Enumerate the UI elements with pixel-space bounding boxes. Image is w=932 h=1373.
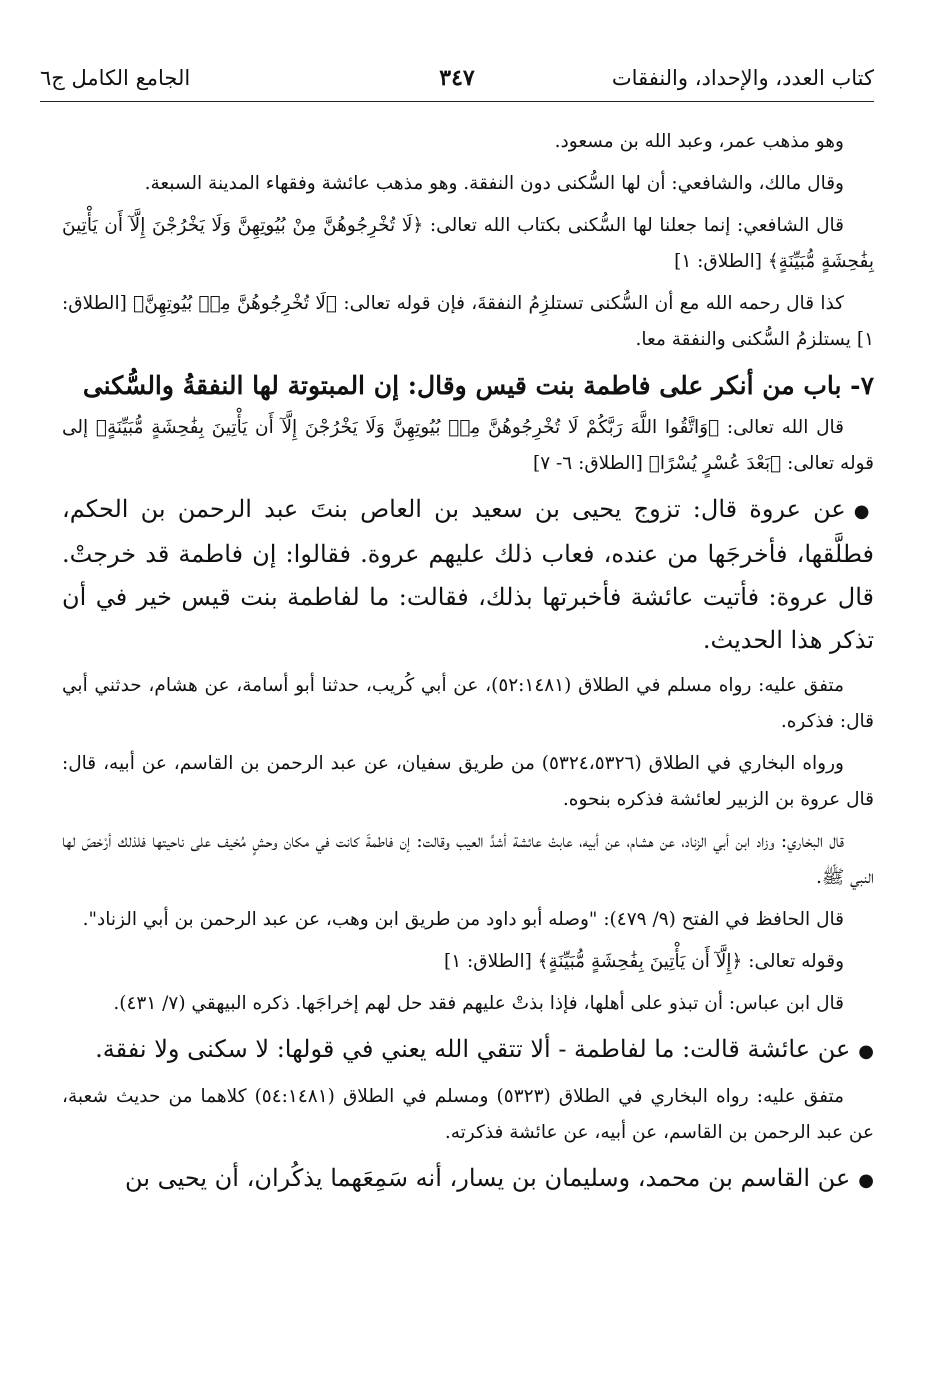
page-number: ٣٤٧ [439,65,475,91]
paragraph: وقال مالك، والشافعي: أن لها السُّكنى دون النفقة. وهو مذهب عائشة وفقهاء المدينة السبعة. [144,173,844,194]
paragraph: كذا قال رحمه الله مع أن السُّكنى تستلزِمُ النفقةَ، فإن قوله تعالى: ﴿لَا تُخْرِجُوهُنَّ مِنۢ بُيُوتِهِنَّ﴾ [الطلاق: ١] يستلزمُ السُّكنى والنفقة معا. [62,293,874,350]
hadith-paragraph [62,1157,874,1202]
hadith-paragraph [62,488,874,662]
paragraph: قال الحافظ في الفتح (٩/ ٤٧٩): "وصله أبو داود من طريق ابن وهب، عن عبد الرحمن بن أبي الزناد". [82,909,844,930]
paragraph: متفق عليه: رواه مسلم في الطلاق (٥٢:١٤٨١)، عن أبي كُريب، حدثنا أبو أسامة، عن هشام، حدثني أبي قال: فذكره. [62,675,874,732]
paragraph: وقوله تعالى: ﴿إِلَّآ أَن يَأْتِينَ بِفَٰحِشَةٍ مُّبَيِّنَةٍ﴾ [الطلاق: ١] [443,951,844,972]
header-section-title: كتاب العدد، والإحداد، والنفقات [611,66,874,90]
page-body [62,124,874,1208]
paragraph: قال الشافعي: إنما جعلنا لها السُّكنى بكتاب الله تعالى: ﴿لَا تُخْرِجُوهُنَّ مِنْ بُيُوتِهِنَّ وَلَا يَخْرُجْنَ إِلَّآ أَن يَأْتِينَ بِفَٰحِشَةٍ مُّبَيِّنَةٍ﴾ [الطلاق: ١] [62,215,874,272]
bullet-icon: ● [853,501,874,522]
hadith-paragraph [62,1028,874,1073]
header-book-title: الجامع الكامل ج٦ [40,66,191,90]
chapter-heading: ٧- باب من أنكر على فاطمة بنت قيس وقال: إن المبتوتة لها النفقةُ والسُّكنى [82,371,874,400]
bullet-icon: ● [858,1170,874,1191]
paragraph: قال ابن عباس: أن تبذو على أهلها، فإذا بذتْ عليهم فقد حل لهم إخراجَها. ذكره البيهقي (٧/ ٤٣١). [113,993,844,1014]
running-header [40,58,874,98]
paragraph: متفق عليه: رواه البخاري في الطلاق (٥٣٢٣) ومسلم في الطلاق (٥٤:١٤٨١) كلاهما من حديث شعبة، عن عبد الرحمن بن القاسم، عن أبيه، عن عائشة فذكرته. [62,1086,874,1143]
hadith-text: عن القاسم بن محمد، وسليمان بن يسار، أنه سَمِعَهما يذكُران، أن يحيى بن [125,1164,851,1192]
hadith-text: عن عروة قال: تزوج يحيى بن سعيد بن العاص بنتَ عبد الرحمن بن الحكم، فطلَّقها، فأخرجَها من عنده، فعاب ذلك عليهم عروة. فقالوا: إن فاطمة قد خرجتْ. قال عروة: فأتيت عائشة فأخبرتها بذلك، فقالت: ما لفاطمة بنت قيس خير في أن تذكر هذا الحديث. [62,495,874,654]
header-rule [40,101,874,102]
paragraph: قال الله تعالى: ﴿وَاتَّقُوا اللَّهَ رَبَّكُمْ لَا تُخْرِجُوهُنَّ مِنۢ بُيُوتِهِنَّ وَلَا يَخْرُجْنَ إِلَّآ أَن يَأْتِينَ بِفَٰحِشَةٍ مُّبَيِّنَةٍ﴾ إلى قوله تعالى: ﴿بَعْدَ عُسْرٍ يُسْرًا﴾ [الطلاق: ٦- ٧] [62,417,874,474]
paragraph: ورواه البخاري في الطلاق (٥٣٢٤،٥٣٢٦) من طريق سفيان، عن عبد الرحمن بن القاسم، عن أبيه، قال: قال عروة بن الزبير لعائشة فذكره بنحوه. [62,753,874,810]
paragraph: وهو مذهب عمر، وعبد الله بن مسعود. [554,131,844,152]
bullet-icon: ● [858,1041,874,1062]
hadith-text: عن عائشة قالت: ما لفاطمة - ألا تتقي الله يعني في قولها: لا سكنى ولا نفقة. [95,1035,851,1063]
paragraph: قال البخاري: وزاد ابن أبي الزناد، عن هشام، عن أبيه، عابتْ عائشة أشدَّ العيب وقالت: إن فاطمةَ كانت في مكان وحشٍ مُخيف على ناحيتها فلذلك أرْخصَ لها النبي ﷺ. [62,831,874,888]
